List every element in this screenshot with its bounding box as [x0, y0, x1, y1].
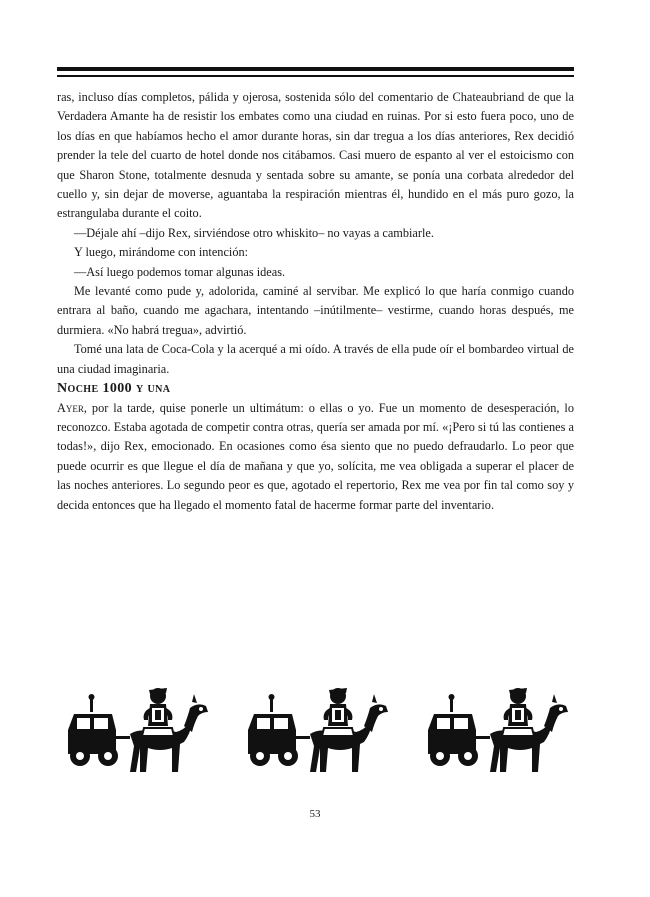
paragraph: —Así luego podemos tomar algunas ideas. [74, 264, 286, 279]
ornament-row [60, 676, 580, 786]
body-text [57, 88, 574, 515]
truck-camel-rider-icon [420, 676, 580, 786]
page-number: 53 [309, 808, 321, 820]
header-rule-thin [57, 75, 574, 77]
section-paragraph [57, 399, 574, 515]
truck-camel-rider-icon [240, 676, 400, 786]
header-rule-thick [57, 67, 574, 71]
section-paragraph-text: , por la tarde, quise ponerle un ultimátum: o ellas o yo. Fue un momento de desesperación, lo reconozco. Estaba agotada de competir contra otras, quería ser amada por mí. «¡Pero si tú las contienes a todas!», dijo Rex, emocionado. En ocasiones como ésa siento que no puedo defraudarlo. Lo peor que puede ocurrir es que llegue el día de mañana y que yo, solícita, me vea obligada a superar el placer de las noches anteriores. Lo segundo peor es que, agotado el repertorio, Rex me vea por fin tal como soy y decida entonces que ha llegado el momento fatal de hacerme formar parte del inventario. [57, 400, 574, 512]
paragraph: Y luego, mirándome con intención: [74, 245, 249, 260]
section-first-word: Ayer [57, 400, 84, 415]
paragraph: —Déjale ahí –dijo Rex, sirviéndose otro whiskito– no vayas a cambiarle. [74, 225, 434, 240]
truck-camel-rider-icon [60, 676, 220, 786]
paragraph: ras, incluso días completos, pálida y ojerosa, sostenida sólo del comentario de Chateaubriand de que la Verdadera Amante ha de resistir los embates como una ciudad en ruinas. Por si esto fuera poco, uno de los días en que habíamos hecho el amor durante horas, sin dar tregua a los días anteriores, Rex decidió prender la tele del cuarto de hotel donde nos citábamos. Casi muero de espanto al ver el estoicismo con que Sharon Stone, totalmente desnuda y sentada sobre su amante, se ponía una corbata alrededor del cuello y, sin dejar de moverse, aguantaba la respiración mientras él, hundido en el más puro gozo, la estrangulaba durante el coito. [57, 90, 574, 221]
paragraph: Tomé una lata de Coca-Cola y la acerqué a mi oído. A través de ella pude oír el bombardeo virtual de una ciudad imaginaria. [57, 342, 574, 376]
paragraph: Me levanté como pude y, adolorida, caminé al servibar. Me explicó lo que haría conmigo cuando entrara al baño, cuando me agachara, intentando –inútilmente– vestirme, cuando horas después, me durmiera. «No habrá tregua», advirtió. [57, 284, 574, 337]
section-title: Noche 1000 y una [57, 381, 171, 397]
